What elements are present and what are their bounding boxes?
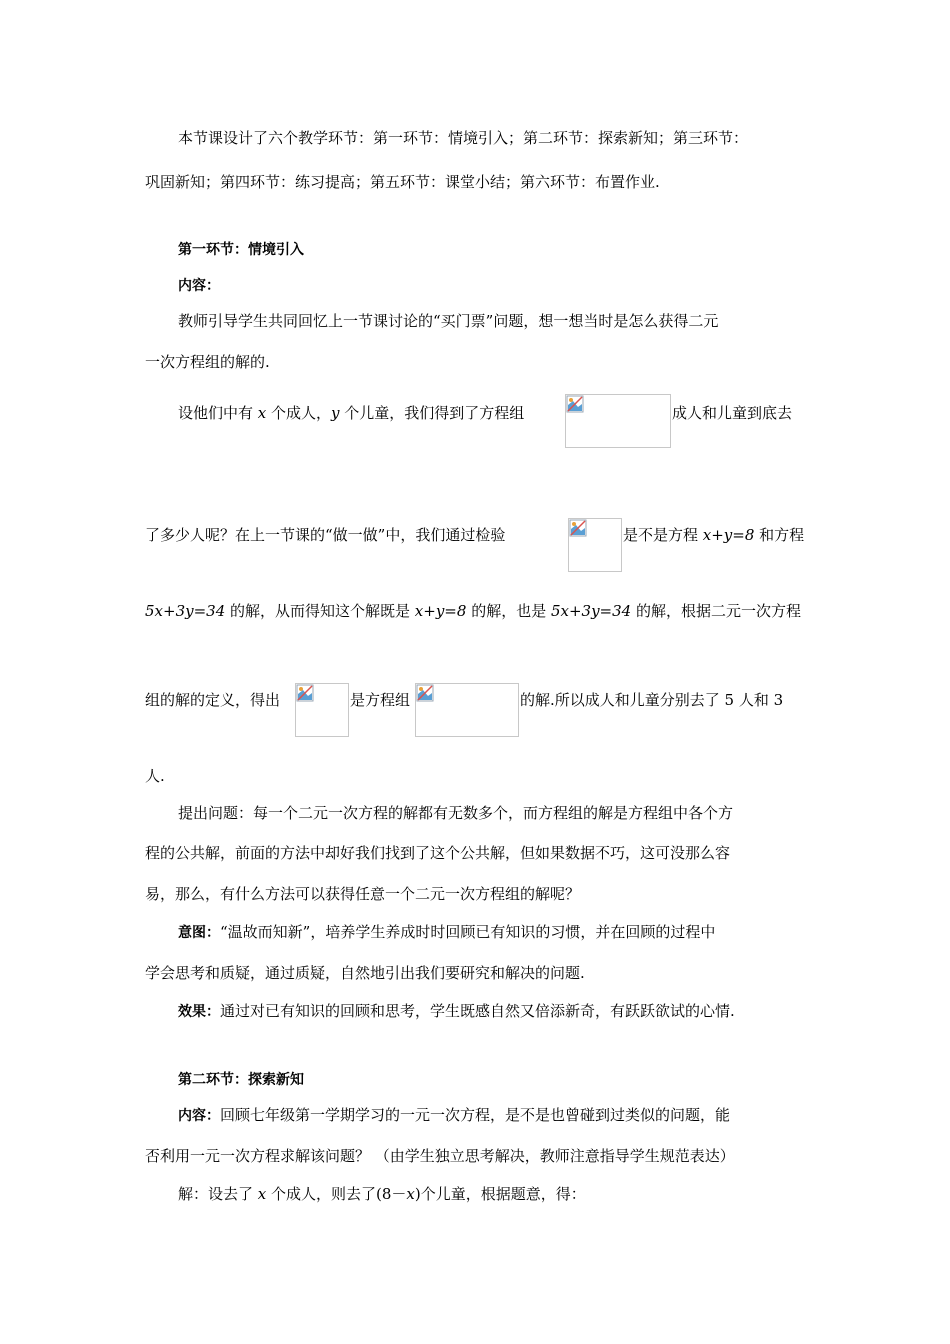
p5-text-c: 的解.所以成人和儿童分别去了 5 人和 3: [520, 691, 784, 709]
var-x: x: [257, 404, 267, 422]
p4-eq-a: 5x+3y=34: [145, 602, 226, 620]
sol-var-x-2: x: [406, 1185, 415, 1203]
effect-line: [178, 1001, 735, 1022]
p3-text-a: 了多少人呢？在上一节课的“做一做”中，我们通过检验: [145, 526, 506, 544]
section1-p1-line2: 一次方程组的解的.: [145, 353, 270, 371]
section1-p3: [145, 525, 505, 545]
eq-1: x+y=8: [702, 526, 755, 544]
p4-eq-c: x+y=8: [414, 602, 467, 620]
question-line-2: 程的公共解，前面的方法中却好我们找到了这个公共解，但如果数据不巧，这可没那么容: [145, 844, 731, 862]
p3-text-b: 是不是方程: [623, 526, 703, 544]
sol-text-d: )个儿童，根据题意，得：: [414, 1185, 586, 1203]
equation-system-image: [565, 394, 671, 448]
p2-text-b: 个成人，: [266, 404, 332, 422]
broken-image-icon: [416, 684, 434, 702]
section2-content-line-2: 否利用一元一次方程求解该问题？ （由学生独立思考解决，教师注意指导学生规范表达）: [145, 1147, 735, 1165]
p4-text-f: 的解，根据二元一次方程: [631, 602, 801, 620]
section2-content-label: 内容：: [178, 1108, 220, 1124]
p3-text-c: 和方程: [754, 526, 805, 544]
p2-text-d: 成人和儿童到底去: [672, 404, 793, 422]
sol-text-b: 个成人，则去了(8－: [266, 1185, 407, 1203]
p5-text-b: 是方程组: [350, 691, 411, 709]
intent-line-2: 学会思考和质疑，通过质疑，自然地引出我们要研究和解决的问题.: [145, 964, 585, 982]
p4-text-b: 的解，从而得知这个解既是: [225, 602, 415, 620]
p4-eq-e: 5x+3y=34: [550, 602, 632, 620]
solution-line: [178, 1184, 586, 1204]
p3-rest: [623, 525, 804, 545]
question-line-1: 提出问题：每一个二元一次方程的解都有无数多个，而方程组的解是方程组中各个方: [178, 804, 734, 822]
section1-content-label: 内容：: [178, 278, 220, 294]
sol-var-x: x: [257, 1185, 267, 1203]
intent-text-1: “温故而知新”，培养学生养成时时回顾已有知识的习惯，并在回顾的过程中: [220, 923, 716, 941]
section1-p2: [178, 403, 524, 423]
p5-text-a: 组的解的定义，得出: [145, 691, 281, 709]
effect-label: 效果：: [178, 1004, 220, 1020]
sol-text-a: 解：设去了: [178, 1185, 258, 1203]
section1-p4: [145, 601, 801, 621]
section2-content-line-1: [178, 1105, 730, 1126]
section2-heading: 第二环节：探索新知: [178, 1072, 304, 1088]
intro-line-1: 本节课设计了六个教学环节：第一环节：情境引入；第二环节：探索新知；第三环节：: [178, 129, 749, 147]
section1-heading: 第一环节：情境引入: [178, 242, 304, 258]
intent-line-1: [178, 922, 715, 943]
p2-text-c: 个儿童，我们得到了方程组: [339, 404, 525, 422]
broken-image-icon: [566, 395, 584, 413]
section1-p6: 人.: [145, 767, 165, 785]
section2-content-text-1: 回顾七年级第一学期学习的一元一次方程，是不是也曾碰到过类似的问题，能: [220, 1106, 731, 1124]
p4-text-d: 的解，也是: [466, 602, 551, 620]
var-y: y: [331, 404, 340, 422]
solution-image: [568, 518, 622, 572]
p2-text-a: 设他们中有: [178, 404, 258, 422]
section1-p1-line1: 教师引导学生共同回忆上一节课讨论的“买门票”问题，想一想当时是怎么获得二元: [178, 312, 719, 330]
question-line-3: 易，那么，有什么方法可以获得任意一个二元一次方程组的解呢？: [145, 885, 581, 903]
solution-image-2: [295, 683, 349, 737]
intent-label: 意图：: [178, 925, 220, 941]
equation-system-image-2: [415, 683, 519, 737]
effect-text: 通过对已有知识的回顾和思考，学生既感自然又倍添新奇，有跃跃欲试的心情.: [220, 1002, 735, 1020]
broken-image-icon: [296, 684, 314, 702]
intro-line-2: 巩固新知；第四环节：练习提高；第五环节：课堂小结；第六环节：布置作业.: [145, 173, 660, 191]
broken-image-icon: [569, 519, 587, 537]
